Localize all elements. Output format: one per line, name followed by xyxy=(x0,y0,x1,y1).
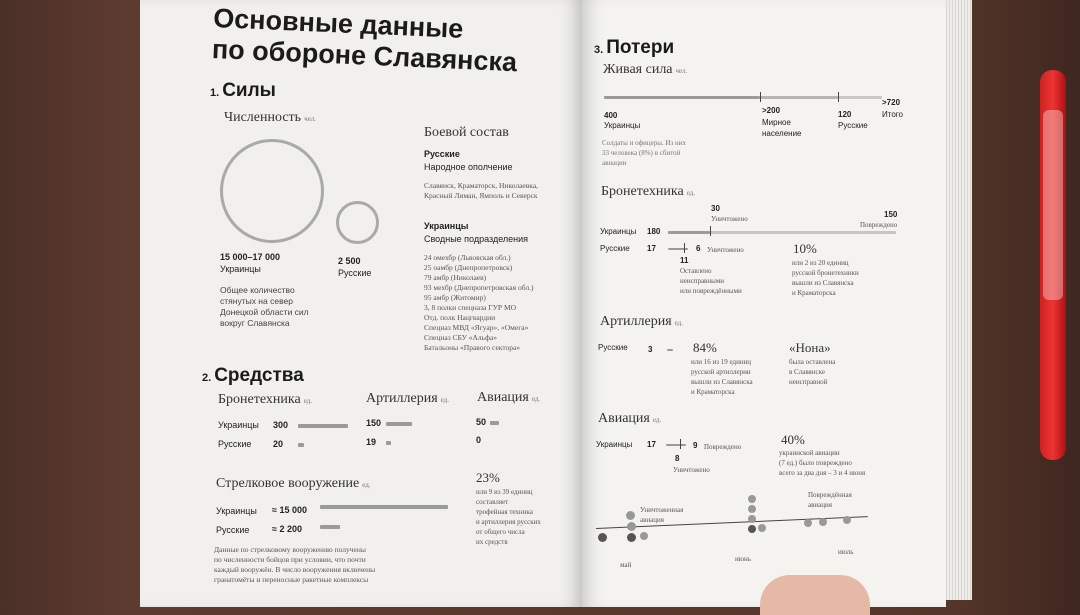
armor-rus-bar xyxy=(298,443,304,447)
avia-rus-value: 0 xyxy=(476,435,482,445)
armor-damaged-value: 150 xyxy=(884,210,898,219)
strength-title: Численность чел. xyxy=(224,110,316,125)
aviation-pct: 40% xyxy=(781,432,805,447)
aviation-destroyed-label: Уничтожено xyxy=(673,466,710,474)
artillery-rus-value: 3 xyxy=(648,345,653,354)
small-arms-rus-bar xyxy=(320,525,340,529)
manpower-tick-1 xyxy=(760,92,761,102)
composition-rus-list: Славянск, Краматорск, Николаевка, Красный Лиман, Ямполь и Северск xyxy=(424,181,539,200)
composition-ukr-head: Украинцы xyxy=(424,221,469,231)
aviation-damaged-label: Повреждено xyxy=(704,443,742,451)
timeline-dot xyxy=(748,505,756,513)
composition-title: Боевой состав xyxy=(424,125,509,140)
aviation-tick xyxy=(680,439,681,449)
manpower-v4: >720 xyxy=(882,98,901,107)
rus-strength-label: Русские xyxy=(338,268,372,278)
manpower-v3: 120 xyxy=(838,110,852,119)
timeline-dot xyxy=(748,495,756,503)
manpower-tick-2 xyxy=(838,92,839,102)
armor-destroyed-value: 30 xyxy=(711,204,720,213)
armor-rus-left-note: Оставлено неисправными или повреждёнными xyxy=(680,267,742,295)
timeline-damaged-label: Повреждённая авиация xyxy=(808,491,852,509)
small-arms-ukr-label: Украинцы xyxy=(216,506,257,516)
ukr-strength-circle xyxy=(220,139,324,243)
artillery-pct: 84% xyxy=(693,340,717,355)
armor-ukr-value: 180 xyxy=(647,227,661,236)
armor-rus-value: 20 xyxy=(273,439,284,449)
right-page xyxy=(582,0,946,607)
artillery-rus-bar xyxy=(667,349,673,351)
aviation-pct-note: украинской авиации (7 ед.) было повреждено всего за два дня – 3 и 4 июня xyxy=(779,449,866,477)
small-arms-note: Данные по стрелковому вооружению получены по численности бойцов при условии, что почти каждый вооружён. В число вооружения включены гранатомёты и переносные ракетные комплексы xyxy=(214,545,376,584)
armor-rus-bar xyxy=(668,248,688,250)
manpower-l4: Итого xyxy=(882,110,903,119)
manpower-title: Живая сила чел. xyxy=(603,62,688,77)
manpower-note: Солдаты и офицеры. Из них 33 человека (8%) в сбитой авиации xyxy=(602,139,686,167)
manpower-ukr-bar xyxy=(604,96,760,99)
timeline-month-july: июль xyxy=(838,548,854,556)
aviation-losses-title: Авиация ед. xyxy=(598,411,662,426)
art-rus-bar xyxy=(386,441,391,445)
small-arms-title: Стрелковое вооружение ед. xyxy=(216,476,371,491)
timeline-destroyed-label: Уничтоженная авиация xyxy=(640,506,684,524)
thumb xyxy=(760,575,870,615)
armor-ukr-tick xyxy=(710,226,711,236)
timeline-dot xyxy=(627,533,636,542)
timeline-month-june: июнь xyxy=(735,555,751,563)
strength-note: Общее количество стянутых на север Донецкой области сил вокруг Славянска xyxy=(220,285,309,328)
art-ukr-value: 150 xyxy=(366,418,382,428)
armor-rus-destroyed-label: Уничтожено xyxy=(707,246,744,254)
timeline-dot xyxy=(748,525,756,533)
trophy-note: или 9 из 39 единиц составляет трофейная техника и артиллерия русских от общего числа их средств xyxy=(476,488,541,546)
aviation-damaged-value: 9 xyxy=(693,441,698,450)
section-means-title: 2. Средства xyxy=(202,365,304,386)
armor-pct-note: или 2 из 20 единиц русской бронетехники вышли из Славянска и Краматорска xyxy=(792,259,859,297)
composition-rus-head: Русские xyxy=(424,149,460,159)
rus-strength-value: 2 500 xyxy=(338,256,361,266)
armor-rus-value: 17 xyxy=(647,244,656,253)
artillery-losses-title: Артиллерия ед. xyxy=(600,314,683,329)
timeline-dot xyxy=(748,515,756,523)
artillery-nona: «Нона» xyxy=(789,340,831,355)
composition-rus-sub: Народное ополчение xyxy=(424,162,513,172)
small-arms-ukr-value: ≈ 15 000 xyxy=(272,505,307,515)
armor-destroyed-label: Уничтожено xyxy=(711,215,748,223)
timeline-month-may: май xyxy=(620,561,632,569)
rus-strength-circle xyxy=(336,201,379,244)
section-losses-title: 3. Потери xyxy=(594,37,675,58)
aviation-ukr-label: Украинцы xyxy=(596,440,633,449)
artillery-pct-note: или 16 из 19 единиц русской артиллерии вышли из Славянска и Краматорска xyxy=(691,358,753,396)
manpower-v2: >200 xyxy=(762,106,781,115)
trophy-pct: 23% xyxy=(476,470,500,485)
timeline-dot xyxy=(627,522,636,531)
means-ukr-label: Украинцы xyxy=(218,420,259,430)
armor-ukr-damaged-bar xyxy=(710,231,896,234)
avia-ukr-bar xyxy=(490,421,499,425)
timeline-dot xyxy=(843,516,851,524)
armor-rus-tick xyxy=(684,243,685,253)
timeline-dot xyxy=(819,518,827,526)
page-edges xyxy=(946,0,972,600)
manpower-v1: 400 xyxy=(604,111,618,120)
means-armor-title: Бронетехника ед. xyxy=(218,392,313,407)
means-aviation-title: Авиация ед. xyxy=(477,390,541,405)
armor-losses-title: Бронетехника ед. xyxy=(601,184,696,199)
timeline-dot xyxy=(758,524,766,532)
manpower-civ-bar xyxy=(760,96,838,99)
aviation-destroyed-value: 8 xyxy=(675,454,680,463)
armor-rus-destroyed-value: 6 xyxy=(696,244,701,253)
armor-ukr-label: Украинцы xyxy=(600,227,637,236)
small-arms-ukr-bar xyxy=(320,505,448,509)
aviation-ukr-value: 17 xyxy=(647,440,656,449)
artillery-rus-label: Русские xyxy=(598,343,628,352)
manpower-l1: Украинцы xyxy=(604,121,641,130)
small-arms-rus-label: Русские xyxy=(216,525,250,535)
means-rus-label: Русские xyxy=(218,439,252,449)
manpower-l2: Мирное население xyxy=(762,118,802,138)
armor-rus-label: Русские xyxy=(600,244,630,253)
ukr-strength-label: Украинцы xyxy=(220,264,261,274)
page-title: Основные данные по обороне Славянска xyxy=(211,3,518,78)
armor-pct: 10% xyxy=(793,241,817,256)
armor-rus-left-value: 11 xyxy=(680,256,689,265)
art-ukr-bar xyxy=(386,422,412,426)
artillery-nona-note: была оставлена в Славянске неисправной xyxy=(789,358,836,386)
armor-ukr-destroyed-bar xyxy=(668,231,710,234)
timeline-dot xyxy=(640,532,648,540)
pen-barrel xyxy=(1043,110,1063,300)
ukr-strength-value: 15 000–17 000 xyxy=(220,252,281,262)
composition-ukr-sub: Сводные подразделения xyxy=(424,234,529,244)
means-artillery-title: Артиллерия ед. xyxy=(366,391,449,406)
composition-ukr-list: 24 омехбр (Львовская обл.) 25 оамбр (Днепропетровск) 79 амбр (Николаев) 93 мехбр (Днепропетровская обл.) 95 амбр (Житомир) 3, 8 полки спецназа ГУР МО Отд. полк Нацгвардии Спецназ МВД «Ягуар», «Омега» Спецназ СБУ «Альфа» Батальоны «Правого сектора» xyxy=(424,253,534,352)
section-forces-title: 1. Силы xyxy=(210,80,276,101)
aviation-ukr-bar xyxy=(666,444,686,446)
timeline-dot xyxy=(804,519,812,527)
armor-ukr-value: 300 xyxy=(273,420,289,430)
art-rus-value: 19 xyxy=(366,437,377,447)
armor-damaged-label: Повреждено xyxy=(860,221,898,229)
avia-ukr-value: 50 xyxy=(476,417,487,427)
timeline-dot xyxy=(598,533,607,542)
small-arms-rus-value: ≈ 2 200 xyxy=(272,524,302,534)
armor-ukr-bar xyxy=(298,424,348,428)
timeline-dot xyxy=(626,511,635,520)
manpower-rus-bar xyxy=(838,96,882,99)
manpower-l3: Русские xyxy=(838,121,868,130)
